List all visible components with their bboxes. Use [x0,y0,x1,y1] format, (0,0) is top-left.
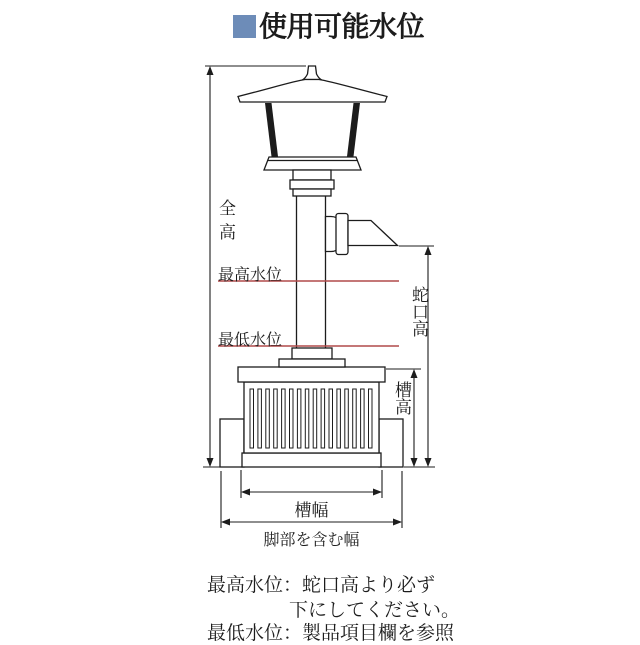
lantern-neck-step2 [290,180,334,189]
label-faucet-height: 蛇口高 [409,286,428,337]
label-tank-height: 槽高 [392,381,411,415]
label-tank-width: 槽幅 [294,501,329,520]
tank-right-leg [379,419,403,467]
lantern-left-post [265,103,278,157]
lantern-neck-step3 [293,189,331,196]
lantern-right-post [347,103,360,157]
tank-left-leg [220,419,244,467]
note-min-water-level: 最低水位：製品項目欄を参照 [207,623,455,644]
lantern-finial [303,66,321,80]
lantern-head [238,66,387,196]
tank-base [242,453,381,467]
riser-pipe [297,196,326,348]
faucet-spout [326,214,398,255]
section-heading [233,5,424,45]
pipe-base-flange [279,359,345,367]
spout-nozzle [348,221,398,246]
pipe-base-collar [292,348,332,359]
heading-bullet-square-icon [233,15,256,38]
label-width-including-legs: 脚部を含む幅 [263,532,360,549]
note-max-water-level-cont: 下にしてください。 [289,600,461,621]
tank-body [244,382,379,453]
lantern-neck-step1 [293,170,331,180]
label-total-height: 全高 [216,199,235,247]
lantern-roof [238,80,387,103]
note-max-water-level: 最高水位：蛇口高より必ず [207,575,436,596]
tank-lid [238,367,385,382]
heading-text: 使用可能水位 [259,11,425,42]
pump-tank [220,348,403,467]
spout-collar [336,214,348,255]
label-min-water-level: 最低水位 [218,332,283,349]
label-max-water-level: 最高水位 [218,267,283,284]
lantern-collar [264,157,361,170]
